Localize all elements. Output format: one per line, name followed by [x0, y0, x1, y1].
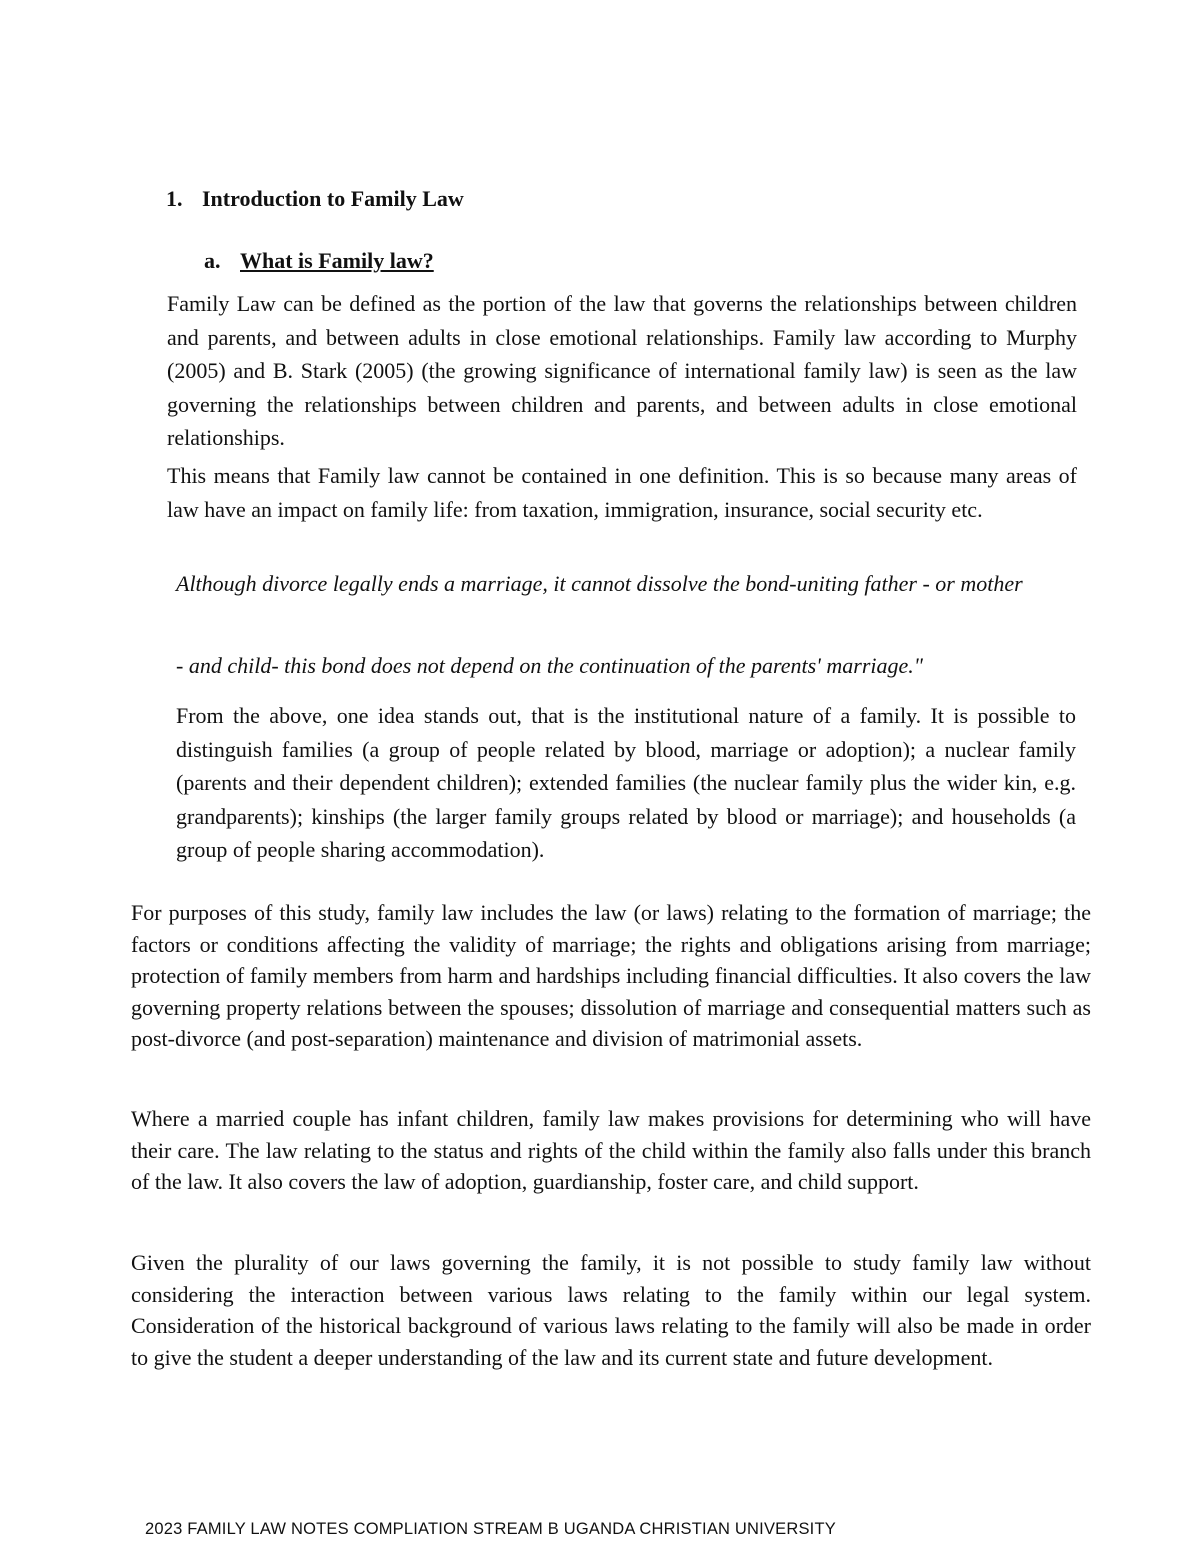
- section-number: 1.: [166, 186, 183, 211]
- subsection-title: What is Family law?: [240, 248, 434, 273]
- quote-part-1: Although divorce legally ends a marriage, it cannot dissolve the bond-uniting father - or mother: [176, 571, 1023, 596]
- section-title: Introduction to Family Law: [202, 186, 464, 211]
- section-heading: [166, 186, 464, 212]
- quote-part-2: - and child- this bond does not depend on the continuation of the parents' marriage.": [176, 653, 923, 678]
- page-footer: 2023 FAMILY LAW NOTES COMPLIATION STREAM B UGANDA CHRISTIAN UNIVERSITY: [145, 1520, 836, 1538]
- subsection-letter: a.: [204, 248, 221, 273]
- children-paragraph: Where a married couple has infant children, family law makes provisions for determining who will have their care. The law relating to the status and rights of the child within the family also falls under this branch of the law. It also covers the law of adoption, guardianship, foster care, and child support.: [131, 1106, 1091, 1194]
- definition-paragraph: Family Law can be defined as the portion of the law that governs the relationships between children and parents, and between adults in close emotional relationships. Family law according to Murphy (2005) and B. Stark (2005) (the growing significance of international family law) is seen as the law governing the relationships between children and parents, and between adults in close emotional relationships.: [167, 291, 1077, 450]
- institutional-nature-paragraph: From the above, one idea stands out, that is the institutional nature of a family. It is possible to distinguish families (a group of people related by blood, marriage or adoption); a nuclear family (parents and their dependent children); extended families (the nuclear family plus the wider kin, e.g. grandparents); kinships (the larger family groups related by blood or marriage); and households (a group of people sharing accommodation).: [176, 703, 1076, 862]
- subsection-heading: [204, 248, 434, 274]
- plurality-paragraph: Given the plurality of our laws governing the family, it is not possible to study family law without considering the interaction between various laws relating to the family within our legal system. Consideration of the historical background of various laws relating to the family will also be made in order to give the student a deeper understanding of the law and its current state and future development.: [131, 1250, 1091, 1370]
- purposes-paragraph: For purposes of this study, family law includes the law (or laws) relating to the formation of marriage; the factors or conditions affecting the validity of marriage; the rights and obligations arising from marriage; protection of family members from harm and hardships including financial difficulties. It also covers the law governing property relations between the spouses; dissolution of marriage and consequential matters such as post-divorce (and post-separation) maintenance and division of matrimonial assets.: [131, 900, 1091, 1051]
- meaning-paragraph: This means that Family law cannot be contained in one definition. This is so because many areas of law have an impact on family life: from taxation, immigration, insurance, social security etc.: [167, 463, 1077, 522]
